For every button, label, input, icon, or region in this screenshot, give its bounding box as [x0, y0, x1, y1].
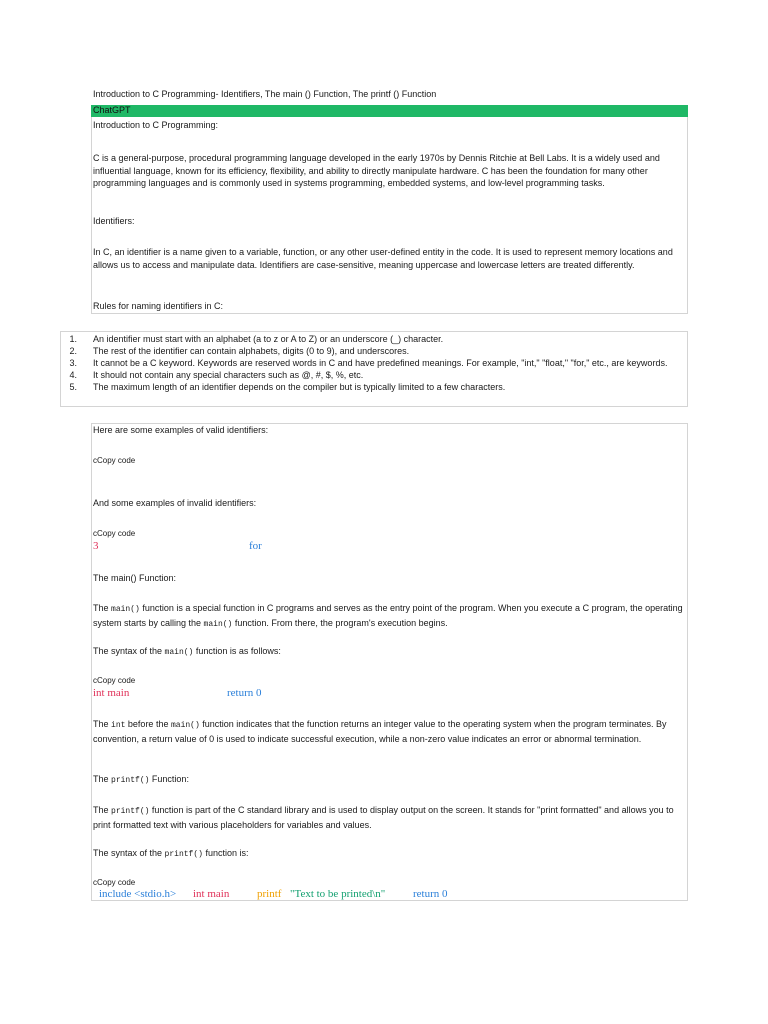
printf-paragraph: The printf() function is part of the C standard library and is used to display output on the screen. It stands for "print formatted" and allows you to print formatted text with various placeholders for variables and values. — [93, 805, 674, 830]
intro-paragraph: C is a general-purpose, procedural programming language developed in the early 1970s by Dennis Ritchie at Bell Labs. It is a widely used and influential language, known for its efficiency, flexibility, and ability to directly manipulate hardware. C has been the foundation for many other programming languages and is commonly used in systems programming, embedded systems, and low-level programming tasks. — [93, 153, 660, 188]
document-title: Introduction to C Programming- Identifiers, The main () Function, The printf () Function — [93, 89, 437, 99]
rules-heading: Rules for naming identifiers in C: — [93, 301, 224, 311]
list-item: 5. The maximum length of an identifier depends on the compiler but is typically limited to a few characters. — [69, 382, 506, 392]
code-token: printf — [257, 888, 282, 900]
identifiers-paragraph: In C, an identifier is a name given to a variable, function, or any other user-defined entity in the code. It is used to represent memory locations and allows us to access and manipulate data. Identifiers are case-sensitive, meaning uppercase and lowercase letters are treated differently. — [93, 247, 673, 270]
list-item: 1. An identifier must start with an alphabet (a to z or A to Z) or an underscore (_) character. — [69, 334, 444, 344]
copy-code-label[interactable]: cCopy code — [93, 676, 136, 685]
code-token: int main — [93, 687, 130, 699]
copy-code-label[interactable]: cCopy code — [93, 456, 136, 465]
code-token: int main — [193, 888, 230, 900]
copy-code-label[interactable]: cCopy code — [93, 529, 136, 538]
printf-heading: The printf() Function: — [93, 774, 189, 785]
code-token: 3 — [93, 540, 99, 552]
invalid-identifiers-heading: And some examples of invalid identifiers: — [93, 498, 257, 508]
list-item: 3. It cannot be a C keyword. Keywords are reserved words in C and have predefined meanings. For example, "int," "float," "for," etc., are keywords. — [69, 358, 668, 368]
chatgpt-header-bar — [91, 105, 688, 117]
main-paragraph-1: The main() function is a special function in C programs and serves as the entry point of the program. When you execute a C program, the operating system starts by calling the main() function. From there, the program's execution begins. — [93, 603, 683, 629]
main-function-heading: The main() Function: — [93, 573, 177, 583]
code-token: return 0 — [227, 687, 262, 699]
chat-section-box — [91, 105, 688, 314]
code-token: for — [249, 540, 262, 552]
rules-list — [60, 333, 685, 393]
code-token: "Text to be printed\n" — [290, 888, 386, 900]
list-item: 2. The rest of the identifier can contain alphabets, digits (0 to 9), and underscores. — [69, 346, 410, 356]
code-token: include <stdio.h> — [99, 888, 177, 900]
chatgpt-label: ChatGPT — [93, 105, 131, 115]
identifiers-heading: Identifiers: — [93, 216, 135, 226]
intro-heading: Introduction to C Programming: — [93, 120, 219, 130]
valid-identifiers-heading: Here are some examples of valid identifiers: — [93, 425, 269, 435]
code-token: return 0 — [413, 888, 448, 900]
main-paragraph-2: The int before the main() function indicates that the function returns an integer value to the operating system when the program terminates. By convention, a return value of 0 is used to indicate successful execution, while a non-zero value indicates an error or abnormal termination. — [93, 719, 667, 744]
main-syntax-text: The syntax of the main() function is as follows: — [93, 646, 281, 657]
printf-syntax-text: The syntax of the printf() function is: — [93, 848, 249, 859]
copy-code-label[interactable]: cCopy code — [93, 878, 136, 887]
list-item: 4. It should not contain any special characters such as @, #, $, %, etc. — [69, 370, 364, 380]
